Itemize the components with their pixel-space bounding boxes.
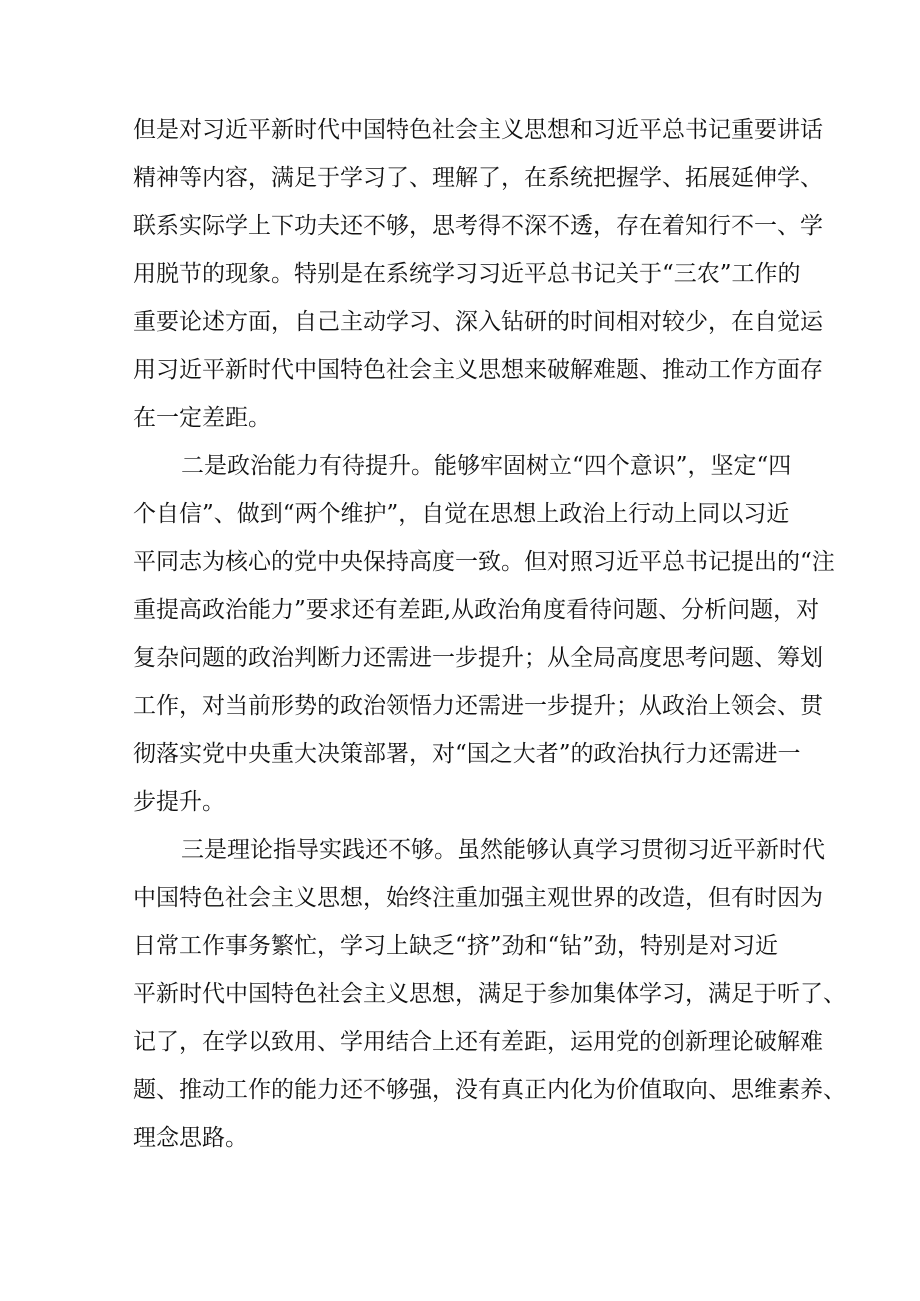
paragraph-3-line-2: 中国特色社会主义思想，始终注重加强主观世界的改造，但有时因为	[133, 885, 823, 911]
paragraph-3-line-3: 日常工作事务繁忙，学习上缺乏“挤”劲和“钻”劲，特别是对习近	[133, 933, 779, 959]
paragraph-2-line-4: 重提高政治能力”要求还有差距,从政治角度看待问题、分析问题，对	[133, 597, 820, 623]
paragraph-2-line-5: 复杂问题的政治判断力还需进一步提升；从全局高度思考问题、筹划	[133, 645, 823, 671]
paragraph-3-line-5: 记了，在学以致用、学用结合上还有差距，运用党的创新理论破解难	[133, 1029, 823, 1055]
paragraph-1-line-6: 用习近平新时代中国特色社会主义思想来破解难题、推动工作方面存	[133, 357, 823, 383]
paragraph-3-line-6: 题、推动工作的能力还不够强，没有真正内化为价值取向、思维素养、	[133, 1077, 846, 1103]
paragraph-2-line-1: 二是政治能力有待提升。能够牢固树立“四个意识”，坚定“四	[181, 453, 792, 479]
paragraph-1-line-2: 精神等内容，满足于学习了、理解了，在系统把握学、拓展延伸学、	[133, 165, 823, 191]
paragraph-3-line-1: 三是理论指导实践还不够。虽然能够认真学习贯彻习近平新时代	[181, 837, 825, 863]
paragraph-2-line-7: 彻落实党中央重大决策部署，对“国之大者”的政治执行力还需进一	[133, 741, 801, 767]
paragraph-2-line-3: 平同志为核心的党中央保持高度一致。但对照习近平总书记提出的“注	[133, 549, 835, 575]
paragraph-1-line-7: 在一定差距。	[133, 405, 271, 431]
paragraph-1-line-5: 重要论述方面，自己主动学习、深入钻研的时间相对较少，在自觉运	[133, 309, 823, 335]
paragraph-1-line-3: 联系实际学上下功夫还不够，思考得不深不透，存在着知行不一、学	[133, 213, 823, 239]
paragraph-2-line-2: 个自信”、做到“两个维护”，自觉在思想上政治上行动上同以习近	[133, 501, 790, 527]
paragraph-3-line-4: 平新时代中国特色社会主义思想，满足于参加集体学习，满足于听了、	[133, 981, 846, 1007]
paragraph-2-line-8: 步提升。	[133, 789, 225, 815]
paragraph-1-line-4: 用脱节的现象。特别是在系统学习习近平总书记关于“三农”工作的	[133, 261, 801, 287]
paragraph-1-line-1: 但是对习近平新时代中国特色社会主义思想和习近平总书记重要讲话	[133, 117, 823, 143]
paragraph-2-line-6: 工作，对当前形势的政治领悟力还需进一步提升；从政治上领会、贯	[133, 693, 823, 719]
paragraph-3-line-7: 理念思路。	[133, 1125, 248, 1151]
